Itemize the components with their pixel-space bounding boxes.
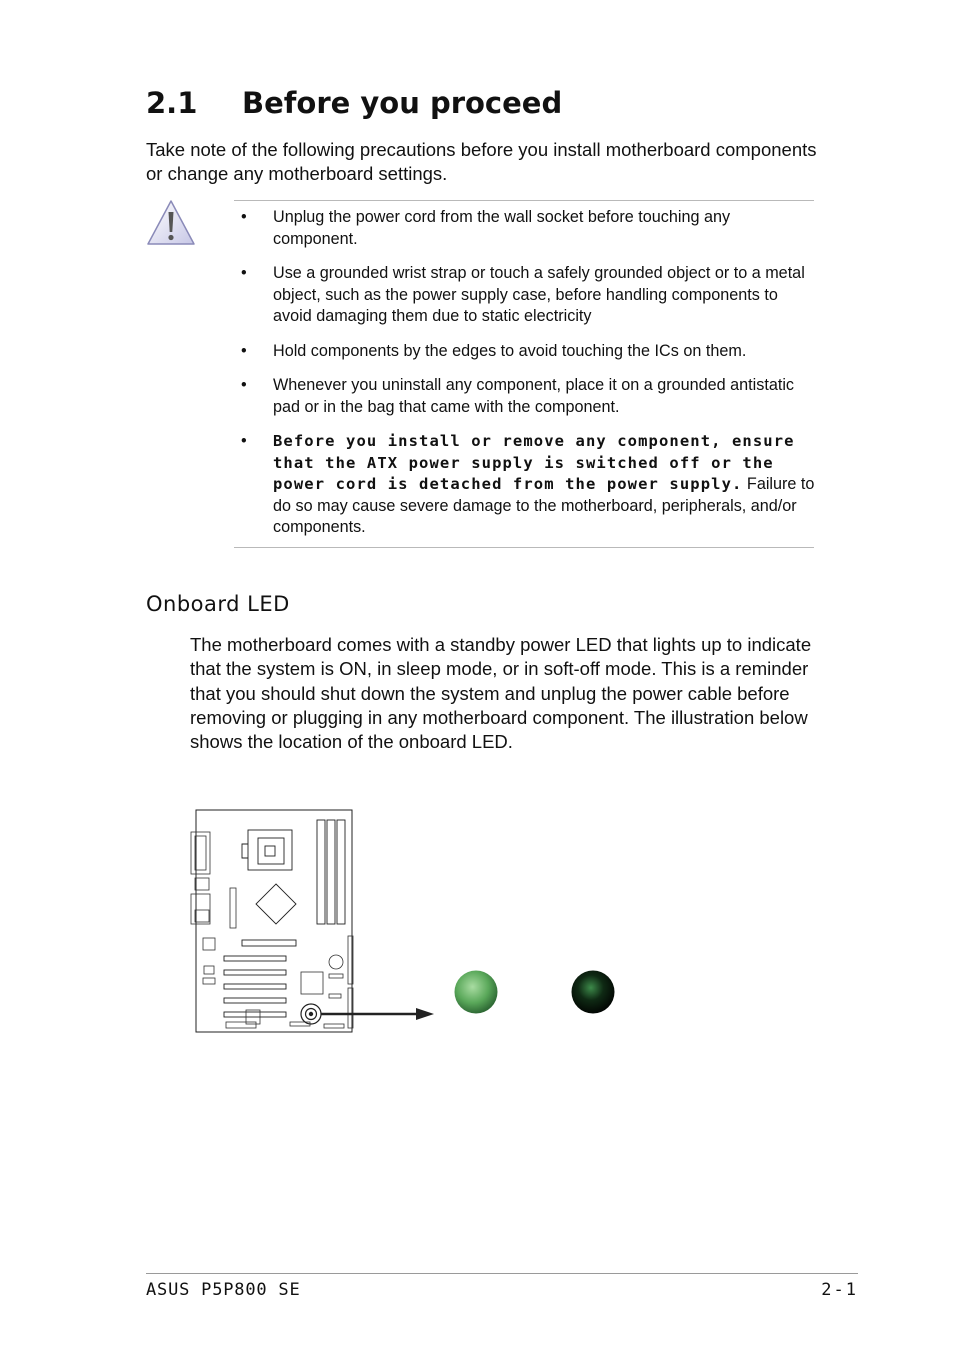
precaution-text: Whenever you uninstall any component, place it on a grounded antistatic pad or in the bag that came with the component. [273,376,795,416]
precaution-text: Unplug the power cord from the wall socket before touching any component. [273,208,731,248]
chipset [256,884,296,924]
bullet-marker: • [241,432,247,450]
onboard-led-description: The motherboard comes with a standby power LED that lights up to indicate that the system is ON, in sleep mode, or in soft-off mode. This is a reminder that you should shut down the system and unplug the power cable before removing or plugging in any motherboard component. The illustration below shows the location of the onboard LED. [190,634,812,753]
section-heading [146,86,562,120]
precaution-text: Hold components by the edges to avoid touching the ICs on them. [273,341,747,360]
precaution-text: Use a grounded wrist strap or touch a safely grounded object or to a metal object, such as the power supply case, before handling components to avoid damaging them due to static electricity [273,264,805,325]
warning-top-divider [234,200,814,201]
precaution-item [241,375,816,418]
bullet-marker: • [241,208,247,226]
warning-bottom-divider [234,547,814,548]
precaution-emphasis: Before you install or remove any component, ensure that the ATX power supply is switched off or the power cord is detached from the power supply. [273,432,795,493]
section-number: 2.1 [146,86,198,120]
led-on-indicator [455,971,498,1014]
bullet-marker: • [241,341,247,360]
rear-io-ports [191,832,210,924]
standby-led-marker [301,1004,321,1024]
motherboard-outline [196,810,352,1032]
motherboard-led-illustration [186,806,632,1038]
dimm-slots [317,820,345,924]
footer-page-number: 2-1 [821,1280,858,1300]
precaution-list [241,207,816,552]
warning-triangle-icon [146,199,196,247]
intro-paragraph: Take note of the following precautions before you install motherboard components or change any motherboard settings. [146,139,817,184]
expansion-slots [224,940,296,1017]
onboard-led-heading: Onboard LED [146,592,290,616]
footer-product-name: ASUS P5P800 SE [146,1280,301,1300]
precaution-text: Failure to do so may cause severe damage to the motherboard, peripherals, and/or components. [273,475,815,536]
bullet-marker: • [241,264,247,282]
footer-divider [146,1273,858,1274]
bullet-marker: • [241,376,247,394]
pointer-arrow [321,1008,434,1020]
precaution-item [241,207,816,250]
cpu-socket [242,830,292,870]
section-title: Before you proceed [242,86,563,120]
precaution-item [241,431,816,539]
led-off-indicator [572,971,615,1014]
precaution-item [241,263,816,328]
onboard-components [203,888,353,1028]
precaution-item [241,341,816,363]
